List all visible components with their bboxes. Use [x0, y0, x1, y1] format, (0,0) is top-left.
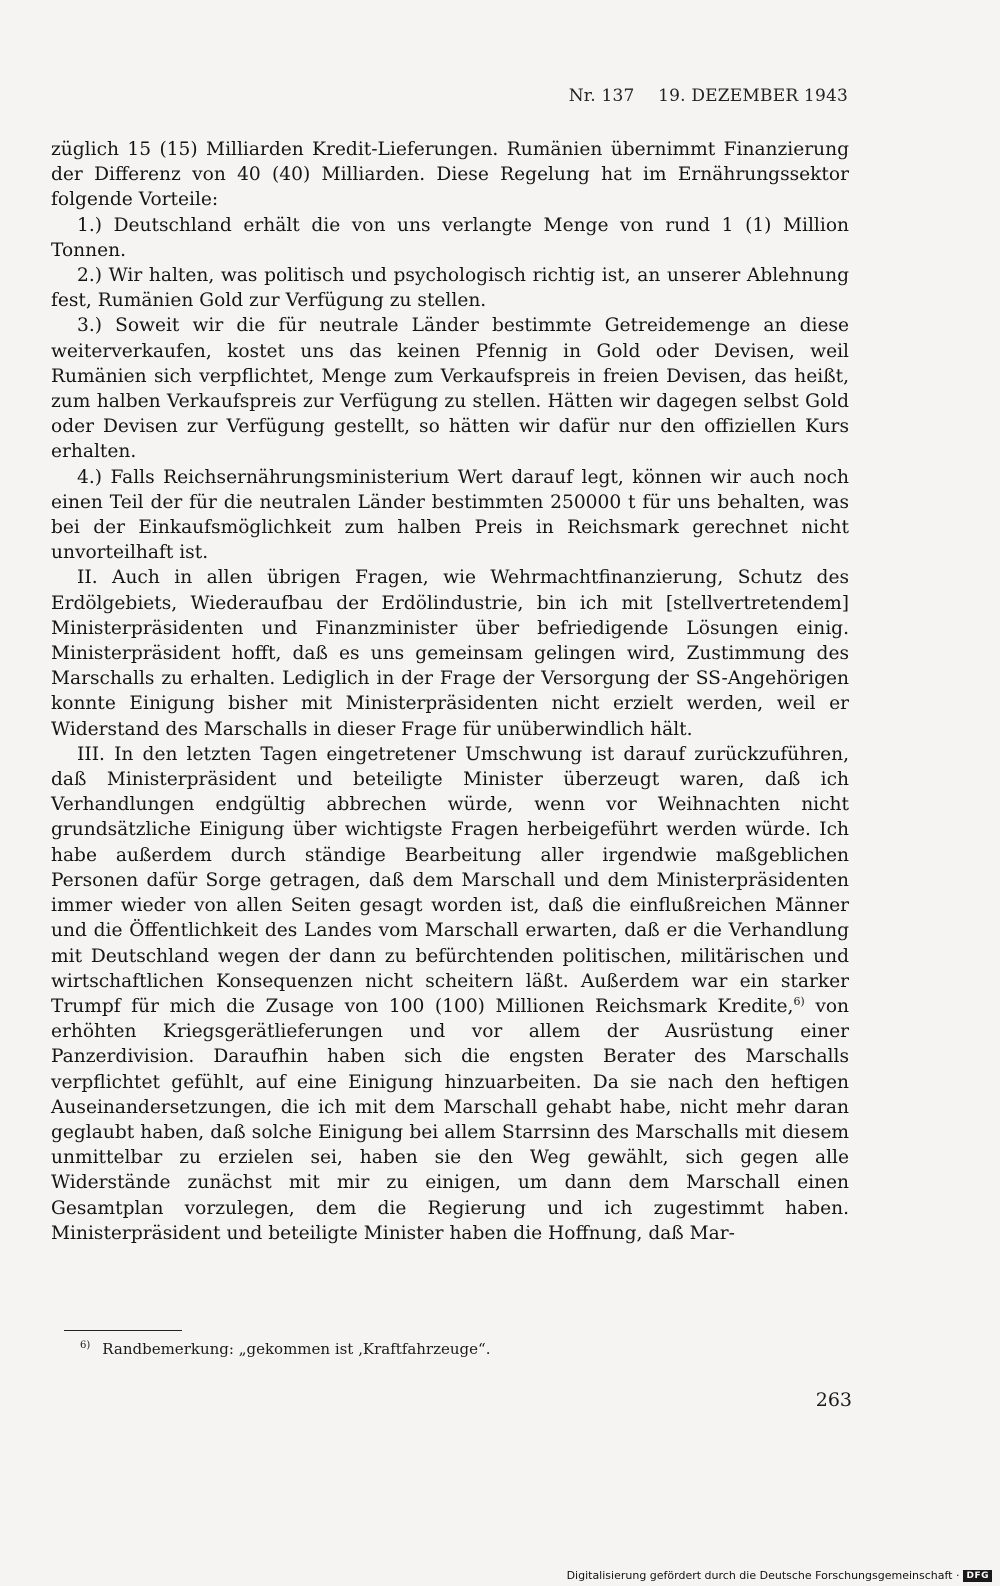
- running-header: [569, 86, 848, 106]
- footnote-text: Randbemerkung: „gekommen ist ‚Kraftfahrzeuge“.: [102, 1340, 491, 1358]
- digitization-credit: [567, 1569, 992, 1582]
- footnote-reference[interactable]: 6): [793, 994, 805, 1008]
- paragraph: züglich 15 (15) Milliarden Kredit-Lieferungen. Rumänien übernimmt Finanzierung der Differenz von 40 (40) Milliarden. Diese Regelung hat im Ernährungssektor folgende Vorteile:: [51, 139, 849, 211]
- paragraph: II. Auch in allen übrigen Fragen, wie Wehrmachtfinanzierung, Schutz des Erdölgebiets, Wiederaufbau der Erdölindustrie, bin ich mit [stellvertretendem] Ministerpräsidenten und Finanzminister über befriedigende Lösungen einig. Ministerpräsident hofft, daß es uns gemeinsam gelingen wird, Zustimmung des Marschalls zu erhalten. Lediglich in der Frage der Versorgung der SS-Angehörigen konnte Einigung bisher mit Ministerpräsidenten nicht erzielt werden, weil er Widerstand des Marschalls in dieser Frage für unüberwindlich hält.: [51, 567, 849, 740]
- digitization-note: Digitalisierung gefördert durch die Deutsche Forschungsgemeinschaft ·: [566, 1569, 960, 1582]
- paragraph: 2.) Wir halten, was politisch und psychologisch richtig ist, an unserer Ablehnung fest, Rumänien Gold zur Verfügung zu stellen.: [51, 265, 849, 312]
- footnote-divider: [64, 1330, 182, 1331]
- document-number: Nr. 137: [568, 86, 635, 106]
- page-number: 263: [815, 1389, 852, 1411]
- body-text: [51, 137, 849, 1246]
- dfg-logo: DFG: [963, 1570, 992, 1582]
- document-date: 19. DEZEMBER 1943: [658, 86, 848, 106]
- footnote: [80, 1340, 490, 1358]
- paragraph-text-part: von erhöhten Kriegsgerätlieferungen und vor allem der Ausrüstung einer Panzerdivision. Daraufhin haben sich die engsten Berater des Marschalls verpflichtet gefühlt, auf eine Einigung hinzuarbeiten. Da sie nach den heftigen Auseinandersetzungen, die ich mit dem Marschall gehabt habe, nicht mehr daran geglaubt haben, daß solche Einigung bei allem Starrsinn des Marschalls mit diesem unmittelbar zu erzielen sei, haben sie den Weg gewählt, sich gegen alle Widerstände zunächst mit mir zu einigen, um dann dem Marschall einen Gesamtplan vorzulegen, dem die Regierung und ich zugestimmt haben. Ministerpräsident und beteiligte Minister haben die Hoffnung, daß Mar-: [51, 995, 849, 1244]
- footnote-number: 6): [80, 1340, 91, 1351]
- paragraph: [51, 742, 849, 1246]
- paragraph: 1.) Deutschland erhält die von uns verlangte Menge von rund 1 (1) Million Tonnen.: [51, 214, 849, 261]
- paragraph-text-part: III. In den letzten Tagen eingetretener Umschwung ist darauf zurückzuführen, daß Ministerpräsident und beteiligte Minister überzeugt waren, daß ich Verhandlungen endgültig abbrechen würde, wenn vor Weihnachten nicht grundsätzliche Einigung über wichtigste Fragen herbeigeführt werden würde. Ich habe außerdem durch ständige Bearbeitung aller irgendwie maßgeblichen Personen dafür Sorge getragen, daß dem Marschall und dem Ministerpräsidenten immer wieder von allen Seiten gesagt worden ist, daß die einflußreichen Männer und die Öffentlichkeit des Landes vom Marschall erwarten, daß er die Verhandlung mit Deutschland wegen der dann zu befürchtenden politischen, militärischen und wirtschaftlichen Konsequenzen nicht scheitern läßt. Außerdem war ein starker Trumpf für mich die Zusage von 100 (100) Millionen Reichsmark Kredite,: [51, 743, 849, 1017]
- paragraph: 4.) Falls Reichsernährungsministerium Wert darauf legt, können wir auch noch einen Teil der für die neutralen Länder bestimmten 250000 t für uns behalten, was bei der Einkaufsmöglichkeit zum halben Preis in Reichsmark gerechnet nicht unvorteilhaft ist.: [51, 466, 849, 564]
- paragraph: 3.) Soweit wir die für neutrale Länder bestimmte Getreidemenge an diese weiterverkaufen, kostet uns das keinen Pfennig in Gold oder Devisen, weil Rumänien sich verpflichtet, Menge zum Verkaufspreis in freien Devisen, das heißt, zum halben Verkaufspreis zur Verfügung zu stellen. Hätten wir dagegen selbst Gold oder Devisen zur Verfügung gestellt, so hätten wir dafür nur den offiziellen Kurs erhalten.: [51, 315, 849, 463]
